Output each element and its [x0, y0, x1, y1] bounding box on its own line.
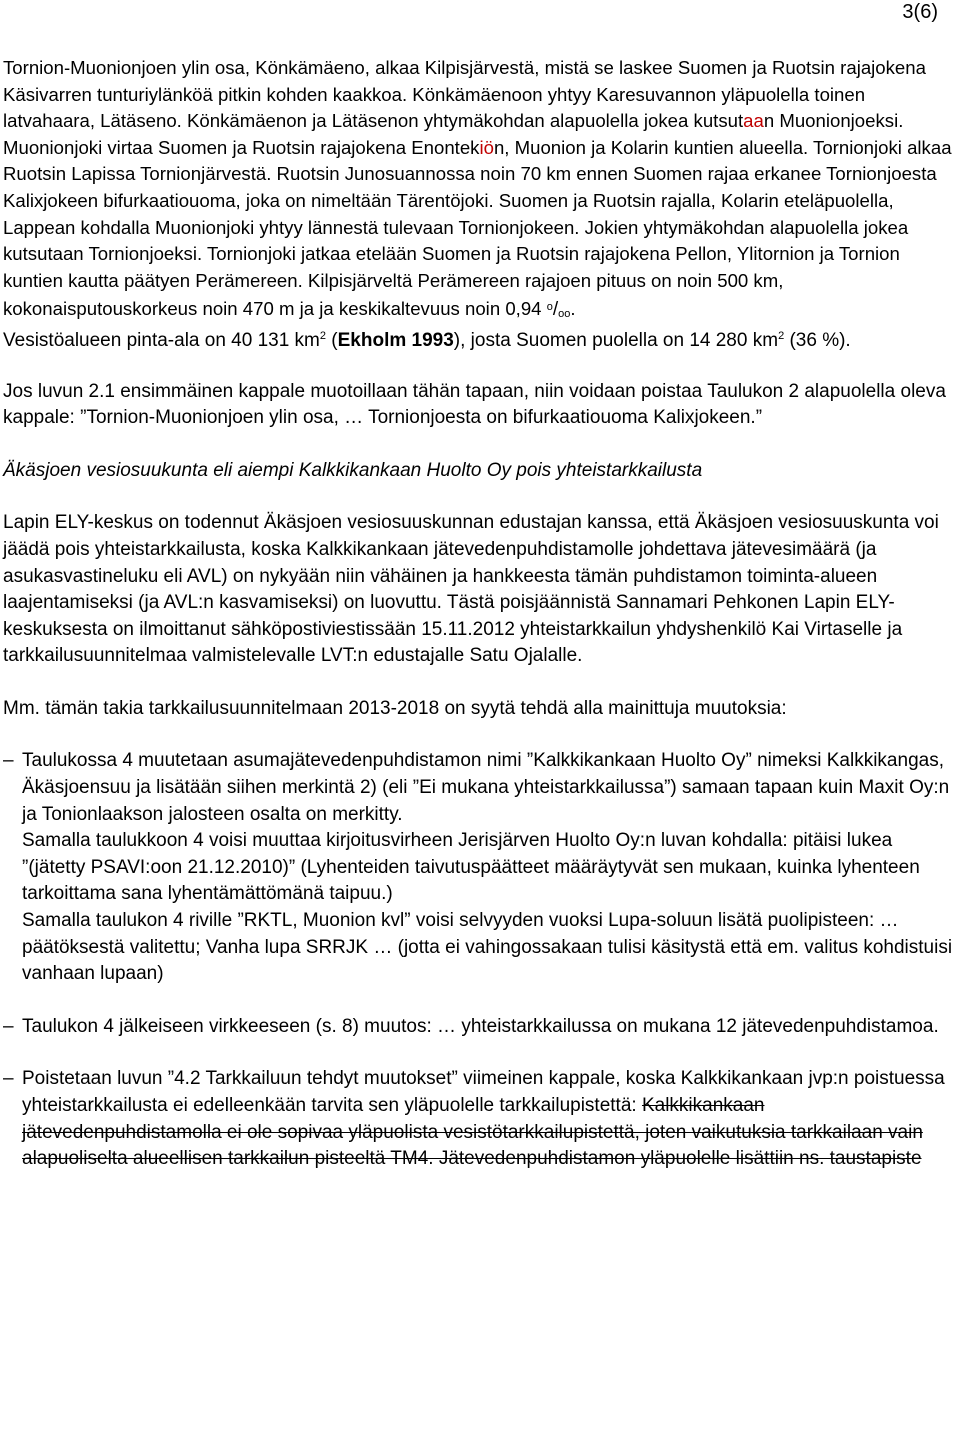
list-item-text: Samalla taulukkoon 4 voisi muuttaa kirjoitusvirheen Jerisjärven Huolto Oy:n luvan kohdalla: pitäisi lukea ”(jätetty PSAVI:oon 21.12.2010)” (Lyhenteiden taivutuspäätteet määräytyvät sen mukaan, kuinka lyhenteen tarkoittama sana lyhentämättömänä taipuu.): [22, 830, 920, 905]
area-text: (36 %).: [784, 329, 851, 351]
dash-bullet: –: [3, 1015, 14, 1037]
list-item-plain-text: Poistetaan luvun ”4.2 Tarkkailuun tehdyt muutokset” viimeinen kappale, koska Kalkkikankaan jvp:n poistuessa yhteistarkkailusta ei edelleenkään tarvita sen yläpuolelle tarkkailupistettä:: [22, 1068, 945, 1116]
tracked-change: aa: [743, 110, 764, 132]
list-item-text: Taulukon 4 jälkeiseen virkkeeseen (s. 8) muutos: … yhteistarkkailussa on mukana 12 jätevedenpuhdistamoa.: [22, 1015, 939, 1037]
intro-text: n, Muonion ja Kolarin kuntien alueella. Tornionjoki alkaa Ruotsin Lapissa Tornionjärvestä. Ruotsin Junosuannossa noin 70 km ennen Suomen rajaa erkanee Tornionjoesta Kalixjokeen bifurkaatiouoma, joka on nimeltään Tärentöjoki. Suomen ja Ruotsin rajalla, Kolarin eteläpuolella, Lappean kohdalla Muonionjoki yhtyy lännestä tulevaan Tornionjokeen. Jokien yhtymäkohdan alapuolella jokea kutsutaan Tornionjoeksi. Tornionjoki jatkaa etelään Suomen ja Ruotsin rajajokena Pellon, Ylitornion ja Tornion kuntien kautta päätyen Perämereen. Kilpisjärveltä Perämereen rajajoen pituus on noin 500 km, kokonaisputouskorkeus noin 470 m ja ja keskikaltevuus noin 0,94: [3, 136, 952, 320]
citation: Ekholm 1993: [337, 329, 454, 351]
list-item: [3, 748, 955, 987]
list-item-text: Taulukossa 4 muutetaan asumajätevedenpuhdistamon nimi ”Kalkkikankaan Huolto Oy” nimeksi Kalkkikangas, Äkäsjoensuu ja lisätään siihen merkintä 2) (eli ”Ei mukana yhteistarkkailussa”) samaan tapaan kuin Maxit Oy:n ja Tonionlaakson jalosteen osalta on merkitty.: [22, 750, 950, 825]
struck-through-text: Kalkkikankaan jätevedenpuhdistamolla ei ole sopivaa yläpuolista vesistötarkkailupistettä, joten vaikutuksia tarkkailaan vain alapuoliselta alueellisen tarkkailun pisteeltä TM4. Jätevedenpuhdistamon yläpuolelle lisättiin ns. taustapiste: [22, 1095, 923, 1170]
changes-intro-paragraph: Mm. tämän takia tarkkailusuunnitelmaan 2013-2018 on syytä tehdä alla mainittuja muutoksia:: [3, 697, 787, 719]
lapin-paragraph: Lapin ELY-keskus on todennut Äkäsjoen vesiosuuskunnan edustajan kanssa, että Äkäsjoen vesiosuuskunta voi jäädä pois yhteistarkkailusta, koska Kalkkikankaan jätevedenpuhdistamolle johdettava jätevesimäärä (ja asukasvastineluku eli AVL) on nykyään niin vähäinen ja hankkeesta tämän puhdistamon toiminta-alueen laajentamiseksi (ja AVL:n kasvamiseksi) on luovuttu. Tästä poisjäännistä Sannamari Pehkonen Lapin ELY-keskuksesta on ilmoittanut sähköpostiviestissään 15.11.2012 yhteistarkkailun yhdyshenkilö Kai Virtaselle ja tarkkailusuunnitelmaa valmistelevalle LVT:n edustajalle Satu Ojalalle.: [3, 512, 939, 667]
dash-bullet: –: [3, 750, 14, 772]
list-item-text: Samalla taulukon 4 riville ”RKTL, Muonion kvl” voisi selvyyden vuoksi Lupa-soluun lisätä puolipisteen: … päätöksestä valitettu; Vanha lupa SRRJK … (jotta ei vahingossakaan tulisi käsitystä että em. valitus kohdistuisi vanhaan lupaan): [22, 910, 953, 985]
area-paragraph: [3, 328, 955, 355]
list-item: [3, 1014, 955, 1041]
tracked-change: iö: [479, 136, 494, 158]
list-item-text: [22, 1066, 955, 1172]
intro-text: .: [570, 298, 576, 320]
superscript: 2: [319, 329, 327, 342]
area-text: ), josta Suomen puolella on 14 280 km: [453, 329, 779, 351]
dash-bullet: –: [3, 1068, 14, 1090]
area-text: Vesistöalueen pinta-ala on 40 131 km: [3, 329, 320, 351]
permil-symbol: $^o$/oo: [546, 299, 571, 321]
document-body: [3, 55, 955, 1173]
list-item: [3, 1066, 955, 1172]
jos-paragraph: Jos luvun 2.1 ensimmäinen kappale muotoillaan tähän tapaan, niin voidaan poistaa Taulukon 2 alapuolella oleva kappale: ”Tornion-Muonionjoen ylin osa, … Tornionjoesta on bifurkaatiouoma Kalixjokeen.”: [3, 380, 946, 429]
intro-text: n Muonionjoeksi. Muonionjoki virtaa Suomen ja Ruotsin rajajokena Enontek: [3, 110, 904, 158]
section-heading: Äkäsjoen vesiosuukunta eli aiempi Kalkkikankaan Huolto Oy pois yhteistarkkailusta: [3, 459, 703, 481]
superscript: 2: [778, 329, 785, 342]
intro-paragraph: [3, 55, 955, 328]
intro-text: Tornion-Muonionjoen ylin osa, Könkämäeno, alkaa Kilpisjärvestä, mistä se laskee Suomen ja Ruotsin rajajokena Käsivarren tunturiylänköä pitkin kohden kaakkoa. Könkämäenoon yhtyy Karesuvannon yläpuolella toinen latvahaara, Lätäseno. Könkämäenon ja Lätäsenon yhtymäkohdan alapuolella jokea kutsut: [3, 57, 926, 132]
page-number: 3(6): [902, 1, 938, 23]
area-text: (: [326, 329, 338, 351]
